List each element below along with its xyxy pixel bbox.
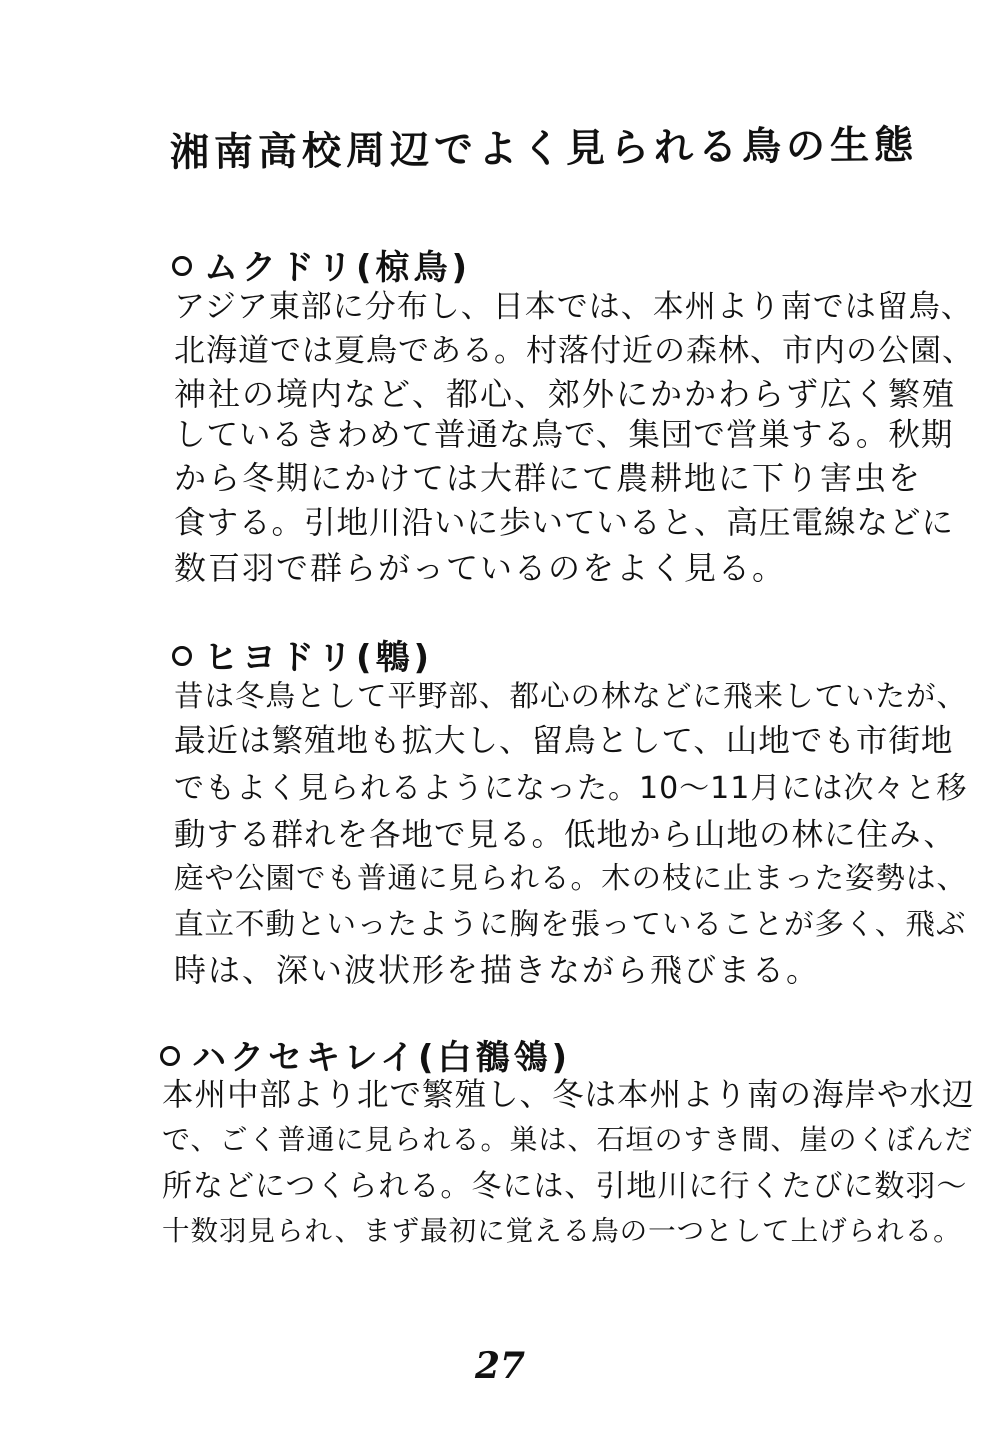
paragraph-line: アジア東部に分布し、日本では、本州より南では留鳥、 [174,289,973,325]
paragraph-line: 本州中部より北で繁殖し、冬は本州より南の海岸や水辺 [162,1077,975,1113]
paragraph-line: しているきわめて普通な鳥で、集団で営巣する。秋期 [174,417,954,453]
section-heading-text: ヒヨドリ(鵯) [204,638,434,678]
section-heading-hiyodori [172,630,433,679]
bullet-circle-icon [172,256,192,276]
paragraph-line: 食する。引地川沿いに歩いていると、高圧電線などに [174,505,955,541]
paragraph-line: 時は、深い波状形を描きながら飛びまる。 [174,951,821,989]
section-heading-text: ムクドリ(椋鳥) [204,248,472,288]
paragraph-line: 最近は繁殖地も拡大し、留鳥として、山地でも市街地 [174,723,954,759]
paragraph-line: 所などにつくられる。冬には、引地川に行くたびに数羽〜 [162,1169,968,1204]
paragraph-line: 昔は冬鳥として平野部、都心の林などに飛来していたが、 [174,679,968,713]
paragraph-line: 神社の境内など、都心、郊外にかかわらず広く繁殖 [174,375,957,413]
section-heading-mukudori [172,240,471,289]
paragraph-line: でもよく見られるようになった。10〜11月には次々と移 [174,771,968,806]
paragraph-line: 北海道では夏鳥である。村落付近の森林、市内の公園、 [174,333,974,369]
section-heading-hakusekirei [160,1030,571,1079]
paragraph-line: 数百羽で群らがっているのをよく見る。 [174,549,787,587]
paragraph-line: 直立不動といったように胸を張っていることが多く、飛ぶ [174,907,967,941]
paragraph-line: 動する群れを各地で見る。低地から山地の林に住み、 [174,817,956,853]
bullet-circle-icon [172,646,192,666]
bullet-circle-icon [160,1046,180,1066]
paragraph-line: で、ごく普通に見られる。巣は、石垣のすき間、崖のくぼんだ [162,1123,974,1156]
section-heading-text: ハクセキレイ(白鶺鴒) [192,1038,572,1078]
paragraph-line: 庭や公園でも普通に見られる。木の枝に止まった姿勢は、 [174,861,968,895]
page-number: 27 [475,1345,526,1387]
paragraph-line: から冬期にかけては大群にて農耕地に下り害虫を [174,459,923,497]
page-title: 湘南高校周辺でよく見られる鳥の生態 [169,122,919,176]
paragraph-line: 十数羽見られ、まず最初に覚える鳥の一つとして上げられる。 [162,1215,962,1247]
